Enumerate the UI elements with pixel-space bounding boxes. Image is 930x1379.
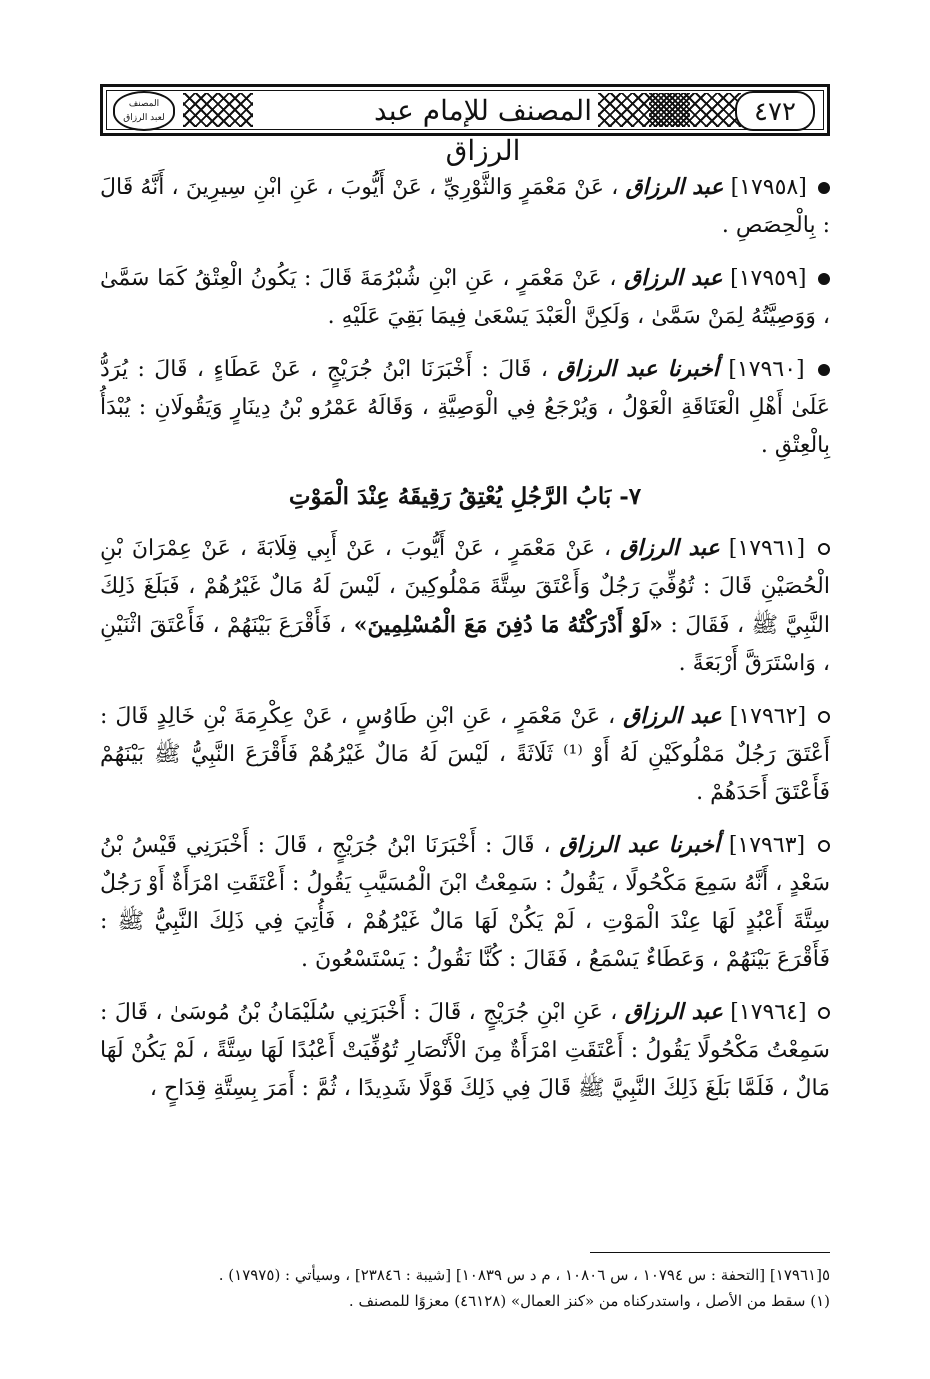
footnote-1: (١) سقط من الأصل ، واستدركناه من «كنز العمال» (٤٦١٢٨) معزوًا للمصنف . [348,1292,830,1310]
hadith-entry [100,350,830,465]
entry-narrator: أخبرنا عبد الرزاق [557,356,719,382]
ornament-left [183,93,253,127]
header-title: المصنف للإمام عبد الرزاق [374,94,592,167]
main-text [100,168,830,1122]
hadith-entry [100,259,830,336]
open-circle-icon [818,1007,830,1019]
hadith-entry [100,168,830,245]
entry-narrator: عبد الرزاق [625,174,724,200]
entry-narrator: أخبرنا عبد الرزاق [559,832,720,858]
footnotes [100,1262,830,1314]
hadith-entry [100,529,830,683]
footnote-divider [590,1252,830,1253]
book-seal [113,91,175,131]
entry-narrator: عبد الرزاق [623,703,722,729]
entry-number: [١٧٩٦١] [728,536,806,561]
entry-narrator: عبد الرزاق [620,535,720,561]
entry-text: ، قَالَ : أَخْبَرَنَا ابْنُ جُرَيْجٍ ، عَنْ عَطَاءٍ ، قَالَ : يُرَدُّ عَلَىٰ أَهْلِ الْعَتَاقَةِ الْعَوْلُ ، وَيُرْجَعُ فِي الْوَصِيَّةِ ، وَقَالَهُ عَمْرُو بْنُ دِينَارٍ وَيَقُولَانِ : يُبْدَأُ بِالْعِتْقِ . [100,357,830,458]
entry-number: [١٧٩٦٠] [728,357,805,382]
filled-circle-icon [818,182,830,194]
open-circle-icon [818,711,830,723]
hadith-entry [100,697,830,812]
entry-number: [١٧٩٥٨] [730,175,807,200]
open-circle-icon [818,543,830,555]
chapter-heading: ٧- بَابُ الرَّجُلِ يُعْتِقُ رَقِيقَهُ عِنْدَ الْمَوْتِ [288,483,642,510]
prophetic-quote: «لَوْ أَدْرَكْتُهُ مَا دُفِنَ مَعَ الْمُسْلِمِينَ» [353,612,663,638]
entry-narrator: عبد الرزاق [624,265,723,291]
entry-text: ، عَنْ مَعْمَرٍ وَالثَّوْرِيِّ ، عَنْ أَيُّوبَ ، عَنِ ابْنِ سِيرِينَ ، أَنَّهُ قَالَ : بِالْحِصَصِ . [100,175,830,238]
entry-number: [١٧٩٦٣] [728,833,806,858]
footnote-takhrij: ٥[١٧٩٦١] [التحفة : س ١٠٧٩٤ ، س ١٠٨٠٦ ، م د س ١٠٨٣٩] [شيبة : ٢٣٨٤٦] ، وسيأتي : (١٧٩٧٥) . [218,1266,830,1284]
entry-number: [١٧٩٥٩] [730,266,807,291]
ornament-right [649,93,741,127]
entry-narrator: عبد الرزاق [624,999,723,1025]
entry-text: ، قَالَ : أَخْبَرَنَا ابْنُ جُرَيْجٍ ، قَالَ : أَخْبَرَنِي قَيْسُ بْنُ سَعْدٍ ، أَنَّهُ سَمِعَ مَكْحُولًا ، يَقُولُ : سَمِعْتُ ابْنَ الْمُسَيَّبِ يَقُولُ : أَعْتَقَتِ امْرَأَةٌ أَوْ رَجُلٌ سِتَّةَ أَعْبُدٍ لَهَا عِنْدَ الْمَوْتِ ، لَمْ يَكُنْ لَهَا مَالٌ غَيْرُهُمْ ، فَأُتِيَ فِي ذَلِكَ النَّبِيُّ ﷺ : فَأَقْرَعَ بَيْنَهُمْ ، وَعَطَاءٌ يَسْمَعُ ، فَقَالَ : كُنَّا نَقُولُ : يَسْتَسْعُونَ . [100,833,830,972]
entry-number: [١٧٩٦٢] [729,704,807,729]
entry-text: ، عَنْ مَعْمَرٍ ، عَنِ ابْنِ طَاوُسٍ ، عَنْ عِكْرِمَةَ بْنِ خَالِدٍ قَالَ : أَعْتَقَ رَجُلٌ مَمْلُوكَيْنِ لَهُ أَوْ ⁽¹⁾ ثَلَاثَةً ، لَيْسَ لَهُ مَالٌ غَيْرُهُمْ فَأَقْرَعَ النَّبِيُّ ﷺ بَيْنَهُمْ فَأَعْتَقَ أَحَدَهُمْ . [100,704,830,805]
entry-text: ، عَنْ مَعْمَرٍ ، عَنِ ابْنِ شُبْرُمَةَ قَالَ : يَكُونُ الْعِتْقُ كَمَا سَمَّىٰ ، وَوَصِيَّتُهُ لِمَنْ سَمَّىٰ ، وَلَكِنَّ الْعَبْدَ يَسْعَىٰ فِيمَا بَقِيَ عَلَيْهِ . [100,266,830,329]
filled-circle-icon [818,273,830,285]
page-number: ٤٧٢ [735,91,815,131]
hadith-entry [100,826,830,979]
entry-text-continued: ، فَأَقْرَعَ بَيْنَهُمْ ، فَأَعْتَقَ اثْنَيْنِ ، وَاسْتَرَقَّ أَرْبَعَةً . [100,613,830,676]
filled-circle-icon [818,364,830,376]
entry-text: ، عَنِ ابْنِ جُرَيْجٍ ، قَالَ : أَخْبَرَنِي سُلَيْمَانُ بْنُ مُوسَىٰ ، قَالَ : سَمِعْتُ مَكْحُولًا يَقُولُ : أَعْتَقَتِ امْرَأَةٌ مِنَ الْأَنْصَارِ تُوُفِّيَتْ أَعْبُدًا لَهَا سِتَّةً ، لَمْ يَكُنْ لَهَا مَالٌ ، فَلَمَّا بَلَغَ ذَلِكَ النَّبِيَّ ﷺ قَالَ فِي ذَلِكَ قَوْلًا شَدِيدًا ، ثُمَّ : أَمَرَ بِسِتَّةِ قِدَاحٍ ، [100,1000,830,1101]
entry-number: [١٧٩٦٤] [730,1000,807,1025]
hadith-entry [100,993,830,1108]
seal-line-2: لعبد الرزاق [123,113,165,123]
seal-line-1: المصنف [128,99,160,109]
entry-text: ، عَنْ مَعْمَرٍ ، عَنْ أَيُّوبَ ، عَنْ أَبِي قِلَابَةَ ، عَنْ عِمْرَانَ بْنِ الْحُصَيْنِ قَالَ : تُوُفِّيَ رَجُلٌ وَأَعْتَقَ سِتَّةَ مَمْلُوكِينَ ، لَيْسَ لَهُ مَالٌ غَيْرُهُمْ ، فَبَلَغَ ذَلِكَ النَّبِيَّ ﷺ ، فَقَالَ : [100,536,830,638]
open-circle-icon [818,840,830,852]
page-header [100,84,830,167]
